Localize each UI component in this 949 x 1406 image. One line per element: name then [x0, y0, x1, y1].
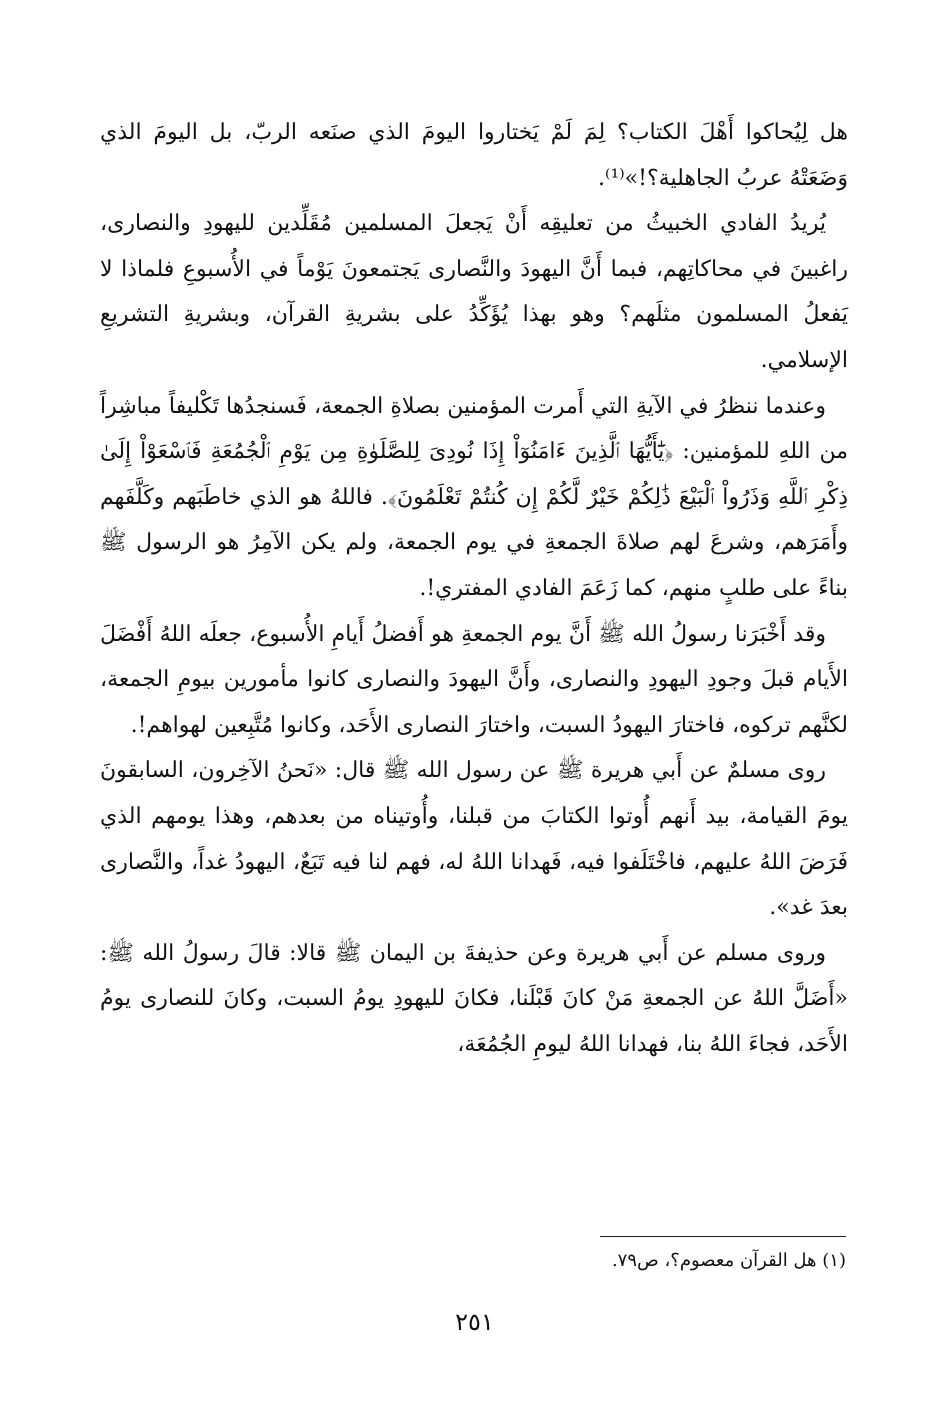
paragraph-5: روى مسلمٌ عن أَبي هريرة ﷺ عن رسول الله ﷺ قال: «نَحنُ الآخِرون، السابقونَ يومَ القيامة، بيد أَنهم أُوتوا الكتابَ من قبلنا، وأُوتيناه من بعدهم، وهذا يومهم الذي فَرَضَ اللهُ عليهم، فاخْتَلَفوا فيه، فَهدانا اللهُ له، فهم لنا فيه تَبَعٌ، اليهودُ غداً، والنَّصارى بعدَ غد». — [100, 758, 848, 921]
paragraph-3: وعندما ننظرُ في الآيةِ التي أَمرت المؤمنين بصلاةِ الجمعة، فَسنجدُها تَكْليفاً مباشِراً من اللهِ للمؤمنين: ﴿يَٰٓأَيُّهَا ٱلَّذِينَ ءَامَنُوٓاْ إِذَا نُودِىَ لِلصَّلَوٰةِ مِن يَوْمِ ٱلْجُمُعَةِ فَٱسْعَوْاْ إِلَىٰ ذِكْرِ ٱللَّهِ وَذَرُواْ ٱلْبَيْعَ ذَٰلِكُمْ خَيْرٌ لَّكُمْ إِن كُنتُمْ تَعْلَمُونَ﴾. فاللهُ هو الذي خاطَبَهم وكَلَّفَهم وأَمَرَهم، وشرعَ لهم صلاةَ الجمعةِ في يوم الجمعة، ولم يكن الآمِرُ هو الرسول ﷺ بناءً على طلبٍ منهم، كما زَعَمَ الفادي المفتري!. — [100, 393, 848, 601]
paragraph-6: وروى مسلم عن أَبي هريرة وعن حذيفةَ بن اليمان ﷺ قالا: قالَ رسولُ الله ﷺ: «أَضَلَّ اللهُ عن الجمعةِ مَنْ كانَ قَبْلَنا، فكانَ لليهودِ يومُ السبت، وكانَ للنصارى يومُ الأَحَد، فجاءَ اللهُ بنا، فهدانا اللهُ ليومِ الجُمُعَة، — [100, 940, 848, 1057]
paragraph-4: وقد أَخْبَرَنا رسولُ الله ﷺ أَنَّ يوم الجمعةِ هو أَفضلُ أَيامِ الأُسبوع، جعلَه اللهُ أَفْضَلَ الأَيام قبلَ وجودِ اليهودِ والنصارى، وأَنَّ اليهودَ والنصارى كانوا مأمورين بيومِ الجمعة، لكنَّهم تركوه، فاختارَ اليهودُ السبت، واختارَ النصارى الأَحَد، وكانوا مُتَّبِعين لهواهم!. — [100, 621, 848, 738]
paragraph-1: هل لِيُحاكوا أَهْلَ الكتاب؟ لِمَ لَمْ يَختاروا اليومَ الذي صنَعه الربّ، بل اليومَ الذي وَضَعَتْهُ عربُ الجاهلية؟!»⁽¹⁾. — [100, 120, 848, 191]
main-text — [100, 110, 848, 1067]
footnote: (١) هل القرآن معصوم؟، ص٧٩. — [611, 1250, 846, 1271]
page-number: ٢٥١ — [455, 1308, 494, 1336]
paragraph-2: يُريدُ الفادي الخبيثُ من تعليقِه أَنْ يَجعلَ المسلمين مُقَلِّدين لليهودِ والنصارى، راغبينَ في محاكاتِهم، فبما أَنَّ اليهودَ والنَّصارى يَجتمعونَ يَوْماً في الأُسبوعِ فلماذا لا يَفعلُ المسلمون مثلَهم؟ وهو بهذا يُؤَكِّدُ على بشريةِ القرآن، وبشريةِ التشريعِ الإسلامي. — [100, 211, 848, 373]
footnote-divider — [600, 1236, 846, 1237]
